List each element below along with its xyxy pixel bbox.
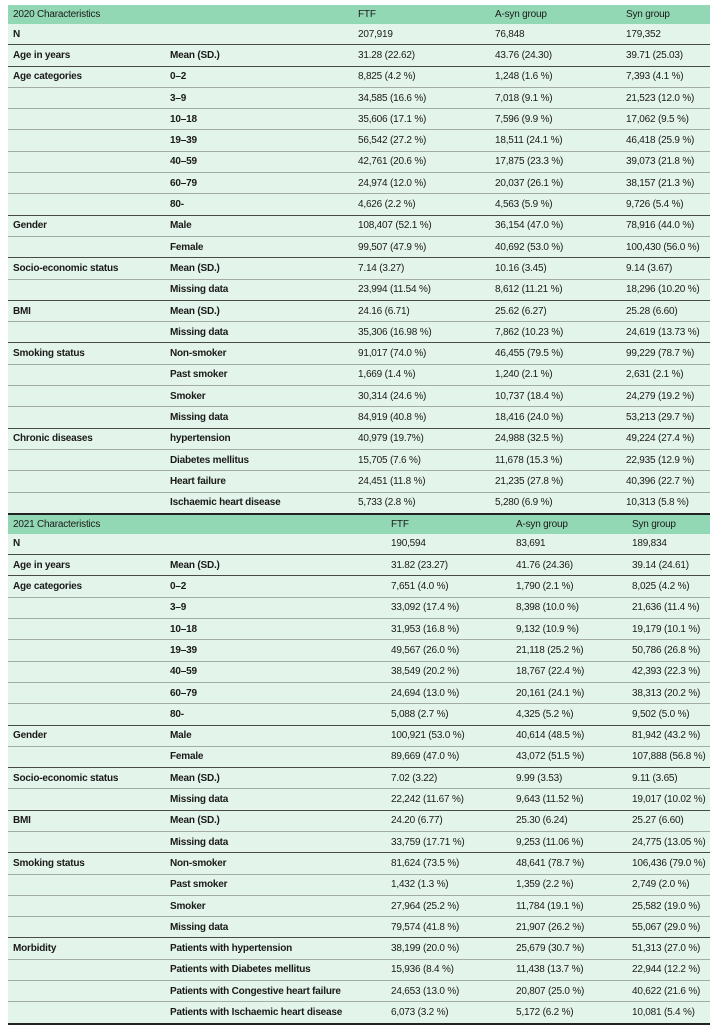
cell-asyn-group-value: 10,737 (18.4 %) [490,386,621,407]
row-group-label [8,682,165,703]
cell-asyn-group-value: 11,784 (19.1 %) [511,895,627,916]
row-sub-label: Patients with Ischaemic heart disease [165,1002,386,1024]
row-group-label: Morbidity [8,938,165,959]
row-group-label [8,279,165,300]
cell-asyn-group-value: 21,118 (25.2 %) [511,640,627,661]
table-row [8,407,710,428]
cell-asyn-group-value: 36,154 (47.0 %) [490,215,621,236]
row-sub-label: Mean (SD.) [165,810,386,831]
row-sub-label: 3–9 [165,597,386,618]
table-row [8,66,710,87]
table-row [8,109,710,130]
cell-ftf-value: 35,306 (16.98 %) [353,322,490,343]
table-row [8,640,710,661]
cell-ftf-value: 42,761 (20.6 %) [353,151,490,172]
cell-syn-group-value: 106,436 (79.0 %) [627,853,710,874]
table-row [8,917,710,938]
cell-ftf-value: 38,199 (20.0 %) [386,938,511,959]
row-sub-label: Male [165,725,386,746]
cell-syn-group-value: 9,502 (5.0 %) [627,704,710,725]
row-group-label [8,981,165,1002]
row-sub-label: Diabetes mellitus [165,449,353,470]
cell-syn-group-value: 19,017 (10.02 %) [627,789,710,810]
cell-syn-group-value: 9.11 (3.65) [627,768,710,789]
cell-syn-group-value: 46,418 (25.9 %) [621,130,710,151]
row-sub-label: Female [165,236,353,257]
header-spacer-cell [165,515,386,534]
cell-ftf-value: 35,606 (17.1 %) [353,109,490,130]
table-row [8,279,710,300]
row-sub-label: Mean (SD.) [165,555,386,576]
row-sub-label: Smoker [165,895,386,916]
row-sub-label: Past smoker [165,874,386,895]
row-group-label [8,704,165,725]
cell-asyn-group-value: 7,018 (9.1 %) [490,87,621,108]
row-group-label [8,194,165,215]
cell-syn-group-value: 7,393 (4.1 %) [621,66,710,87]
table-row [8,300,710,321]
cell-syn-group-value: 25,582 (19.0 %) [627,895,710,916]
table-row [8,704,710,725]
table-2021-characteristics [8,515,710,1025]
row-sub-label: hypertension [165,428,353,449]
row-sub-label [165,24,353,45]
row-group-label [8,109,165,130]
table-row [8,322,710,343]
row-group-label: BMI [8,300,165,321]
cell-asyn-group-value: 9,132 (10.9 %) [511,619,627,640]
cell-asyn-group-value: 40,692 (53.0 %) [490,236,621,257]
cell-syn-group-value: 25.28 (6.60) [621,300,710,321]
row-group-label [8,492,165,514]
cell-asyn-group-value: 4,563 (5.9 %) [490,194,621,215]
cell-ftf-value: 4,626 (2.2 %) [353,194,490,215]
row-group-label: Smoking status [8,853,165,874]
cell-ftf-value: 6,073 (3.2 %) [386,1002,511,1024]
cell-syn-group-value: 19,179 (10.1 %) [627,619,710,640]
table-row [8,428,710,449]
cell-asyn-group-value: 25.62 (6.27) [490,300,621,321]
cell-asyn-group-value: 18,416 (24.0 %) [490,407,621,428]
row-sub-label: 80- [165,704,386,725]
row-group-label [8,597,165,618]
row-group-label: Gender [8,215,165,236]
cell-asyn-group-value: 48,641 (78.7 %) [511,853,627,874]
cell-asyn-group-value: 7,596 (9.9 %) [490,109,621,130]
cell-syn-group-value: 10,313 (5.8 %) [621,492,710,514]
row-sub-label: 10–18 [165,619,386,640]
row-sub-label: 0–2 [165,576,386,597]
cell-syn-group-value: 9,726 (5.4 %) [621,194,710,215]
column-header-ftf: FTF [386,515,511,534]
cell-syn-group-value: 53,213 (29.7 %) [621,407,710,428]
cell-syn-group-value: 2,749 (2.0 %) [627,874,710,895]
cell-ftf-value: 22,242 (11.67 %) [386,789,511,810]
row-group-label: Socio-economic status [8,258,165,279]
column-header-ftf: FTF [353,5,490,24]
cell-asyn-group-value: 18,511 (24.1 %) [490,130,621,151]
row-group-label: BMI [8,810,165,831]
cell-asyn-group-value: 46,455 (79.5 %) [490,343,621,364]
table-title: 2021 Characteristics [8,515,165,534]
cell-asyn-group-value: 1,240 (2.1 %) [490,364,621,385]
cell-ftf-value: 84,919 (40.8 %) [353,407,490,428]
row-group-label [8,471,165,492]
table-row [8,24,710,45]
cell-syn-group-value: 49,224 (27.4 %) [621,428,710,449]
row-sub-label: 0–2 [165,66,353,87]
cell-ftf-value: 33,092 (17.4 %) [386,597,511,618]
row-sub-label: Male [165,215,353,236]
cell-asyn-group-value: 8,398 (10.0 %) [511,597,627,618]
row-group-label: Gender [8,725,165,746]
row-sub-label: Non-smoker [165,853,386,874]
cell-syn-group-value: 9.14 (3.67) [621,258,710,279]
row-sub-label: Patients with hypertension [165,938,386,959]
cell-asyn-group-value: 8,612 (11.21 %) [490,279,621,300]
table-row [8,343,710,364]
cell-asyn-group-value: 41.76 (24.36) [511,555,627,576]
row-sub-label: 40–59 [165,151,353,172]
cell-ftf-value: 7,651 (4.0 %) [386,576,511,597]
cell-ftf-value: 190,594 [386,534,511,555]
table-row [8,831,710,852]
cell-ftf-value: 24,653 (13.0 %) [386,981,511,1002]
table-row [8,661,710,682]
row-group-label [8,322,165,343]
cell-asyn-group-value: 9,253 (11.06 %) [511,831,627,852]
row-group-label [8,1002,165,1024]
cell-syn-group-value: 51,313 (27.0 %) [627,938,710,959]
cell-ftf-value: 5,088 (2.7 %) [386,704,511,725]
table-row [8,746,710,767]
table-header-row [8,5,710,24]
cell-syn-group-value: 100,430 (56.0 %) [621,236,710,257]
cell-asyn-group-value: 10.16 (3.45) [490,258,621,279]
row-sub-label: 19–39 [165,130,353,151]
cell-ftf-value: 31.28 (22.62) [353,45,490,66]
table-row [8,789,710,810]
cell-asyn-group-value: 21,235 (27.8 %) [490,471,621,492]
row-sub-label: Missing data [165,917,386,938]
row-sub-label: Past smoker [165,364,353,385]
table-row [8,597,710,618]
table-row [8,45,710,66]
cell-asyn-group-value: 83,691 [511,534,627,555]
cell-ftf-value: 24,694 (13.0 %) [386,682,511,703]
cell-asyn-group-value: 76,848 [490,24,621,45]
table-row [8,449,710,470]
table-row [8,258,710,279]
cell-asyn-group-value: 25.30 (6.24) [511,810,627,831]
table-row [8,151,710,172]
cell-asyn-group-value: 25,679 (30.7 %) [511,938,627,959]
cell-ftf-value: 24,974 (12.0 %) [353,173,490,194]
table-row [8,471,710,492]
column-header-asyn-group: A-syn group [490,5,621,24]
cell-ftf-value: 89,669 (47.0 %) [386,746,511,767]
column-header-syn-group: Syn group [627,515,710,534]
row-sub-label: Patients with Diabetes mellitus [165,959,386,980]
cell-asyn-group-value: 1,248 (1.6 %) [490,66,621,87]
row-sub-label: 10–18 [165,109,353,130]
row-group-label [8,236,165,257]
cell-ftf-value: 34,585 (16.6 %) [353,87,490,108]
table-title: 2020 Characteristics [8,5,165,24]
table-row [8,810,710,831]
table-row [8,768,710,789]
cell-ftf-value: 81,624 (73.5 %) [386,853,511,874]
cell-ftf-value: 31.82 (23.27) [386,555,511,576]
row-group-label: Smoking status [8,343,165,364]
cell-asyn-group-value: 9,643 (11.52 %) [511,789,627,810]
cell-syn-group-value: 22,944 (12.2 %) [627,959,710,980]
row-sub-label: Mean (SD.) [165,300,353,321]
cell-ftf-value: 8,825 (4.2 %) [353,66,490,87]
row-group-label [8,151,165,172]
cell-syn-group-value: 25.27 (6.60) [627,810,710,831]
row-group-label [8,661,165,682]
cell-ftf-value: 31,953 (16.8 %) [386,619,511,640]
row-group-label [8,364,165,385]
row-group-label [8,87,165,108]
cell-asyn-group-value: 1,359 (2.2 %) [511,874,627,895]
cell-ftf-value: 108,407 (52.1 %) [353,215,490,236]
cell-ftf-value: 1,432 (1.3 %) [386,874,511,895]
table-row [8,938,710,959]
cell-ftf-value: 23,994 (11.54 %) [353,279,490,300]
row-sub-label: Missing data [165,407,353,428]
cell-syn-group-value: 38,157 (21.3 %) [621,173,710,194]
table-row [8,576,710,597]
cell-syn-group-value: 22,935 (12.9 %) [621,449,710,470]
cell-syn-group-value: 189,834 [627,534,710,555]
cell-syn-group-value: 99,229 (78.7 %) [621,343,710,364]
cell-asyn-group-value: 17,875 (23.3 %) [490,151,621,172]
cell-ftf-value: 56,542 (27.2 %) [353,130,490,151]
row-sub-label: Missing data [165,322,353,343]
cell-syn-group-value: 81,942 (43.2 %) [627,725,710,746]
row-group-label [8,895,165,916]
cell-syn-group-value: 38,313 (20.2 %) [627,682,710,703]
row-group-label [8,449,165,470]
cell-syn-group-value: 107,888 (56.8 %) [627,746,710,767]
cell-asyn-group-value: 43.76 (24.30) [490,45,621,66]
cell-syn-group-value: 40,396 (22.7 %) [621,471,710,492]
cell-syn-group-value: 39.71 (25.03) [621,45,710,66]
cell-ftf-value: 24.16 (6.71) [353,300,490,321]
table-row [8,236,710,257]
cell-ftf-value: 7.02 (3.22) [386,768,511,789]
row-group-label [8,746,165,767]
row-sub-label: Mean (SD.) [165,768,386,789]
cell-asyn-group-value: 43,072 (51.5 %) [511,746,627,767]
table-row [8,874,710,895]
row-sub-label: Missing data [165,831,386,852]
cell-ftf-value: 91,017 (74.0 %) [353,343,490,364]
cell-ftf-value: 15,936 (8.4 %) [386,959,511,980]
table-row [8,364,710,385]
cell-syn-group-value: 78,916 (44.0 %) [621,215,710,236]
cell-syn-group-value: 10,081 (5.4 %) [627,1002,710,1024]
row-sub-label: Missing data [165,279,353,300]
cell-ftf-value: 30,314 (24.6 %) [353,386,490,407]
row-group-label [8,831,165,852]
row-sub-label: Ischaemic heart disease [165,492,353,514]
cell-asyn-group-value: 5,172 (6.2 %) [511,1002,627,1024]
cell-ftf-value: 38,549 (20.2 %) [386,661,511,682]
cell-asyn-group-value: 7,862 (10.23 %) [490,322,621,343]
cell-ftf-value: 33,759 (17.71 %) [386,831,511,852]
table-row [8,194,710,215]
row-group-label [8,874,165,895]
row-sub-label: Smoker [165,386,353,407]
cell-asyn-group-value: 21,907 (26.2 %) [511,917,627,938]
cell-syn-group-value: 42,393 (22.3 %) [627,661,710,682]
row-group-label [8,173,165,194]
cell-ftf-value: 27,964 (25.2 %) [386,895,511,916]
cell-syn-group-value: 40,622 (21.6 %) [627,981,710,1002]
row-sub-label [165,534,386,555]
cell-syn-group-value: 17,062 (9.5 %) [621,109,710,130]
cell-syn-group-value: 24,619 (13.73 %) [621,322,710,343]
table-row [8,682,710,703]
table-header-row [8,515,710,534]
table-row [8,534,710,555]
row-group-label [8,789,165,810]
table-row [8,853,710,874]
table-row [8,130,710,151]
cell-ftf-value: 24.20 (6.77) [386,810,511,831]
column-header-syn-group: Syn group [621,5,710,24]
row-group-label: Chronic diseases [8,428,165,449]
cell-ftf-value: 207,919 [353,24,490,45]
cell-asyn-group-value: 40,614 (48.5 %) [511,725,627,746]
row-group-label: Age categories [8,576,165,597]
cell-asyn-group-value: 11,678 (15.3 %) [490,449,621,470]
table-row [8,173,710,194]
row-group-label [8,959,165,980]
row-sub-label: Patients with Congestive heart failure [165,981,386,1002]
cell-ftf-value: 40,979 (19.7%) [353,428,490,449]
row-sub-label: Mean (SD.) [165,258,353,279]
cell-asyn-group-value: 20,807 (25.0 %) [511,981,627,1002]
cell-asyn-group-value: 5,280 (6.9 %) [490,492,621,514]
table-row [8,619,710,640]
row-group-label: Age categories [8,66,165,87]
row-group-label [8,640,165,661]
column-header-asyn-group: A-syn group [511,515,627,534]
cell-syn-group-value: 8,025 (4.2 %) [627,576,710,597]
cell-syn-group-value: 24,775 (13.05 %) [627,831,710,852]
table-row [8,1002,710,1024]
row-sub-label: Heart failure [165,471,353,492]
cell-syn-group-value: 179,352 [621,24,710,45]
row-sub-label: 3–9 [165,87,353,108]
row-group-label: N [8,534,165,555]
table-row [8,386,710,407]
cell-ftf-value: 100,921 (53.0 %) [386,725,511,746]
row-group-label: N [8,24,165,45]
cell-asyn-group-value: 24,988 (32.5 %) [490,428,621,449]
row-sub-label: Mean (SD.) [165,45,353,66]
row-group-label [8,619,165,640]
row-group-label: Age in years [8,555,165,576]
row-group-label: Age in years [8,45,165,66]
table-row [8,87,710,108]
row-sub-label: Non-smoker [165,343,353,364]
row-group-label [8,130,165,151]
row-sub-label: Missing data [165,789,386,810]
row-sub-label: 60–79 [165,173,353,194]
cell-asyn-group-value: 20,161 (24.1 %) [511,682,627,703]
table-row [8,215,710,236]
table-row [8,725,710,746]
cell-asyn-group-value: 20,037 (26.1 %) [490,173,621,194]
cell-syn-group-value: 21,523 (12.0 %) [621,87,710,108]
cell-syn-group-value: 18,296 (10.20 %) [621,279,710,300]
cell-ftf-value: 7.14 (3.27) [353,258,490,279]
row-sub-label: 40–59 [165,661,386,682]
row-sub-label: 80- [165,194,353,215]
cell-syn-group-value: 24,279 (19.2 %) [621,386,710,407]
row-sub-label: 19–39 [165,640,386,661]
row-sub-label: 60–79 [165,682,386,703]
cell-asyn-group-value: 1,790 (2.1 %) [511,576,627,597]
cell-asyn-group-value: 9.99 (3.53) [511,768,627,789]
table-row [8,981,710,1002]
table-2020-characteristics [8,5,710,515]
cell-ftf-value: 49,567 (26.0 %) [386,640,511,661]
cell-asyn-group-value: 4,325 (5.2 %) [511,704,627,725]
cell-ftf-value: 24,451 (11.8 %) [353,471,490,492]
cell-syn-group-value: 39.14 (24.61) [627,555,710,576]
cell-syn-group-value: 21,636 (11.4 %) [627,597,710,618]
table-row [8,492,710,514]
cell-ftf-value: 5,733 (2.8 %) [353,492,490,514]
row-group-label: Socio-economic status [8,768,165,789]
cell-syn-group-value: 2,631 (2.1 %) [621,364,710,385]
cell-asyn-group-value: 11,438 (13.7 %) [511,959,627,980]
cell-syn-group-value: 39,073 (21.8 %) [621,151,710,172]
row-sub-label: Female [165,746,386,767]
cell-ftf-value: 15,705 (7.6 %) [353,449,490,470]
row-group-label [8,386,165,407]
table-row [8,895,710,916]
table-row [8,959,710,980]
cell-ftf-value: 1,669 (1.4 %) [353,364,490,385]
header-spacer-cell [165,5,353,24]
row-group-label [8,407,165,428]
row-group-label [8,917,165,938]
cell-ftf-value: 99,507 (47.9 %) [353,236,490,257]
cell-ftf-value: 79,574 (41.8 %) [386,917,511,938]
cell-syn-group-value: 55,067 (29.0 %) [627,917,710,938]
cell-asyn-group-value: 18,767 (22.4 %) [511,661,627,682]
table-row [8,555,710,576]
cell-syn-group-value: 50,786 (26.8 %) [627,640,710,661]
